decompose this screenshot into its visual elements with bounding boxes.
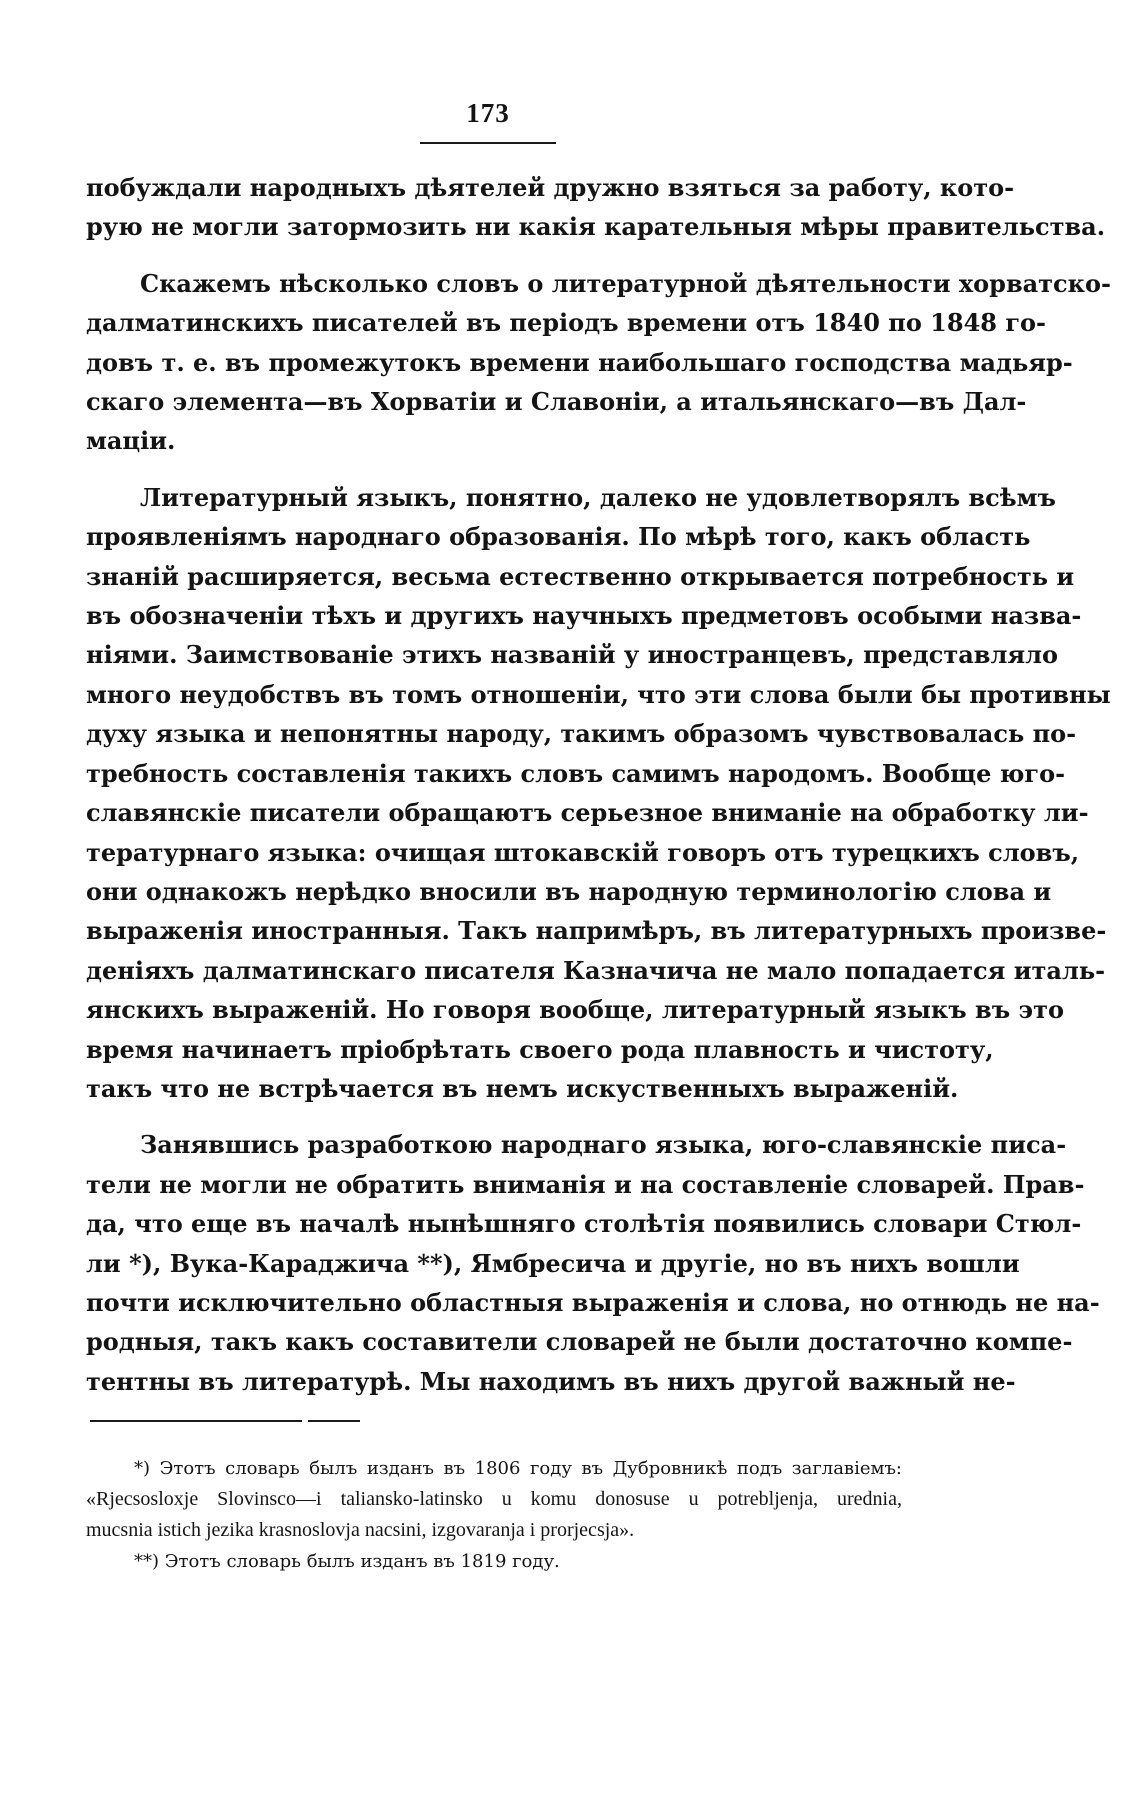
footnote-line: *) Этотъ словарь былъ изданъ въ 1806 году въ Дубровникѣ подъ заглавіемъ: [134,1458,902,1479]
page-number-underline [420,142,556,144]
text-line: Литературный языкъ, понятно, далеко не удовлетворялъ всѣмъ [140,482,1056,512]
text-line: тели не могли не обратить вниманія и на составленіе словарей. Прав- [86,1169,1085,1199]
text-line: Скажемъ нѣсколько словъ о литературной дѣятельности хорватско- [140,268,1111,298]
text-line: духу языка и непонятны народу, такимъ образомъ чувствовалась по- [86,719,1077,749]
text-line: далматинскихъ писателей въ періодъ времени отъ 1840 по 1848 го- [86,308,1047,338]
paragraph-2 [86,264,1111,461]
text-line: знаній расширяется, весьма естественно открывается потребность и [86,561,1075,591]
text-line: проявленіямъ народнаго образованія. По мѣрѣ того, какъ область [86,522,1031,552]
text-line: янскихъ выраженій. Но говоря вообще, литературный языкъ въ это [86,995,1064,1025]
text-line: довъ т. е. въ промежутокъ времени наибольшаго господства мадьяр- [86,347,1073,377]
text-line: выраженія иностранныя. Такъ напримѣръ, въ литературныхъ произве- [86,916,1107,946]
paragraph-4 [86,1125,1100,1401]
paragraph-1 [86,168,1106,247]
text-line: ли *), Вука-Караджича **), Ямбресича и другіе, но въ нихъ вошли [86,1248,1020,1278]
text-line: тературнаго языка: очищая штокавскій говоръ отъ турецкихъ словъ, [86,837,1080,867]
text-line: побуждали народныхъ дѣятелей дружно взяться за работу, кото- [86,173,1015,202]
text-line: скаго элемента—въ Хорватіи и Славоніи, а итальянскаго—въ Дал- [86,387,1027,417]
page-number: 173 [466,98,510,128]
footnote-line: mucsnia istich jezika krasnoslovja nacsini, izgovaranja i prorjecsja». [86,1519,635,1541]
footnote-separator-gap [302,1418,308,1424]
text-line: деніяхъ далматинскаго писателя Казначича не мало попадается италь- [86,955,1106,985]
text-line: славянскіе писатели обращаютъ серьезное вниманіе на обработку ли- [86,798,1089,828]
text-line: въ обозначеніи тѣхъ и другихъ научныхъ предметовъ особыми назва- [86,601,1082,631]
text-line: рую не могли затормозить ни какія карательныя мѣры правительства. [86,212,1106,242]
text-line: маціи. [86,426,176,456]
text-line: родныя, такъ какъ составители словарей не были достаточно компе- [86,1327,1073,1357]
text-line: много неудобствъ въ томъ отношеніи, что эти слова были бы противны [86,679,1111,709]
footnote-line: «Rjecsosloxje Slovinsco—i taliansko-latinsko u komu donosuse u potrebljenja, urednia, [86,1488,902,1510]
text-line: время начинаетъ пріобрѣтать своего рода плавность и чистоту, [86,1034,994,1064]
footnote-separator [90,1420,360,1422]
text-line: они однакожъ нерѣдко вносили въ народную терминологію слова и [86,876,1052,906]
footnote-line: **) Этотъ словарь былъ изданъ въ 1819 году. [134,1551,560,1572]
main-text [86,168,1111,1401]
footnote-1 [86,1453,902,1546]
paragraph-3 [86,478,1111,1109]
text-line: да, что еще въ началѣ нынѣшняго столѣтія появились словари Стюл- [86,1209,1082,1239]
footnotes [86,1453,902,1577]
text-line: ніями. Заимствованіе этихъ названій у иностранцевъ, представляло [86,640,1059,670]
footnote-2 [86,1546,902,1577]
text-line: почти исключительно областныя выраженія и слова, но отнюдь не на- [86,1287,1100,1317]
text-line: требность составленія такихъ словъ самимъ народомъ. Вообще юго- [86,758,1066,788]
text-line: Занявшись разработкою народнаго языка, юго-славянскіе писа- [140,1130,1067,1160]
text-line: тентны въ литературѣ. Мы находимъ въ нихъ другой важный не- [86,1366,1016,1396]
text-line: такъ что не встрѣчается въ немъ искуственныхъ выраженій. [86,1073,959,1103]
